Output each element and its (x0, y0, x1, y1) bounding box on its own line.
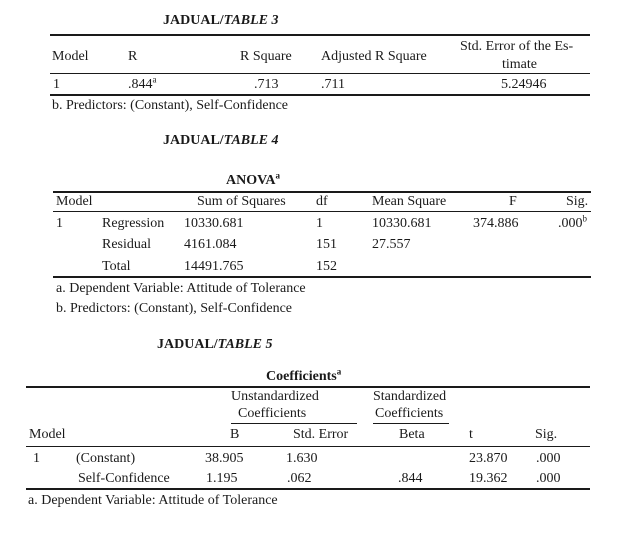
table4-row-sum-sq: 10330.681 (184, 216, 244, 231)
table5-std-underline (373, 423, 449, 424)
table5-bottom-rule (26, 488, 590, 490)
table3-row-adj-r-square: .711 (321, 77, 345, 92)
table4-note-a: a. Dependent Variable: Attitude of Tolerance (56, 281, 306, 296)
table4-caption (226, 170, 281, 188)
table3-row-std-error: 5.24946 (501, 77, 547, 92)
table4-row-df: 152 (316, 259, 337, 274)
table3-header-std-error-2: timate (502, 57, 537, 72)
table5-row-t: 19.362 (469, 471, 508, 486)
table3-header-model: Model (52, 49, 89, 64)
table4-row-mean-sq: 27.557 (372, 237, 411, 252)
table4-header-model: Model (56, 194, 93, 209)
table4-row-label: Residual (102, 237, 151, 252)
table3-row-model: 1 (53, 77, 60, 92)
table4-heading-suffix: TABLE 4 (223, 133, 279, 148)
table5-header-model: Model (29, 427, 66, 442)
table4-bottom-rule (53, 276, 591, 278)
table5-row-b: 1.195 (206, 471, 238, 486)
table5-row-std-error: .062 (287, 471, 312, 486)
table4-header-f: F (509, 194, 517, 209)
table4-row-sig-value: .000 (558, 216, 583, 231)
table5-row-beta: .844 (398, 471, 423, 486)
table5-header-std-2: Coefficients (375, 406, 444, 421)
table4-note-b: b. Predictors: (Constant), Self-Confidence (56, 301, 293, 316)
table3-row-r-square: .713 (254, 77, 279, 92)
table5-row-model: 1 (33, 451, 40, 466)
table5-row-b: 38.905 (205, 451, 244, 466)
table3-heading-suffix: TABLE 3 (223, 13, 279, 28)
table3-header-r-square: R Square (240, 49, 292, 64)
table5-header-unstd-1: Unstandardized (231, 389, 319, 404)
table4-top-rule (53, 191, 591, 193)
table5-header-std-1: Standardized (373, 389, 447, 404)
table5-caption-sup: a (336, 366, 342, 377)
table4-header-mean-sq: Mean Square (372, 194, 447, 209)
table3-header-adj-r-square: Adjusted R Square (321, 49, 427, 64)
table4-caption-sup: a (275, 170, 281, 181)
table3-top-rule (50, 34, 590, 36)
table3-heading (163, 14, 279, 28)
table5-row-label: Self-Confidence (78, 471, 170, 486)
table4-header-sum-sq: Sum of Squares (197, 194, 286, 209)
table3-row-r-value: .844 (128, 77, 153, 92)
table5-header-b: B (230, 427, 240, 442)
table4-row-sig (558, 213, 587, 231)
table3-row-r (128, 74, 157, 92)
table5-top-rule (26, 386, 590, 388)
table5-unstd-underline (231, 423, 357, 424)
table4-row-mean-sq: 10330.681 (372, 216, 432, 231)
table5-heading-suffix: TABLE 5 (217, 337, 273, 352)
table5-row-t: 23.870 (469, 451, 508, 466)
table5-note-a: a. Dependent Variable: Attitude of Tolerance (28, 493, 278, 508)
table4-row-label: Regression (102, 216, 165, 231)
table4-caption-text: ANOVA (226, 173, 276, 188)
table5-header-rule (26, 446, 590, 447)
table4-row-model: 1 (56, 216, 63, 231)
table5-row-std-error: 1.630 (286, 451, 318, 466)
table4-row-df: 151 (316, 237, 337, 252)
table5-row-label: (Constant) (76, 451, 136, 466)
table5-header-sig: Sig. (535, 427, 558, 442)
table3-header-r: R (128, 49, 138, 64)
table3-note-b: b. Predictors: (Constant), Self-Confidence (52, 98, 289, 113)
table4-row-sig-sup: b (582, 213, 587, 224)
table4-row-label: Total (102, 259, 131, 274)
table5-row-sig: .000 (536, 471, 561, 486)
table4-row-f: 374.886 (473, 216, 519, 231)
table4-header-df: df (316, 194, 328, 209)
table3-header-rule (50, 73, 590, 74)
table4-heading-prefix: JADUAL/ (163, 133, 224, 148)
table5-header-unstd-2: Coefficients (238, 406, 307, 421)
table4-row-sum-sq: 4161.084 (184, 237, 237, 252)
table4-heading (163, 134, 279, 148)
table5-header-beta: Beta (399, 427, 425, 442)
table4-header-rule (53, 211, 591, 212)
table3-header-std-error-1: Std. Error of the Es- (460, 39, 574, 54)
table4-row-sum-sq: 14491.765 (184, 259, 244, 274)
table5-caption (266, 366, 342, 384)
table5-row-sig: .000 (536, 451, 561, 466)
table5-caption-text: Coefficients (266, 369, 337, 384)
table3-bottom-rule (50, 94, 590, 96)
table3-row-r-sup: a (152, 74, 157, 85)
table5-heading (157, 338, 273, 352)
table5-header-t: t (469, 427, 473, 442)
table3-heading-prefix: JADUAL/ (163, 13, 224, 28)
table5-header-std-error: Std. Error (293, 427, 349, 442)
table5-heading-prefix: JADUAL/ (157, 337, 218, 352)
table4-row-df: 1 (316, 216, 323, 231)
table4-header-sig: Sig. (566, 194, 589, 209)
